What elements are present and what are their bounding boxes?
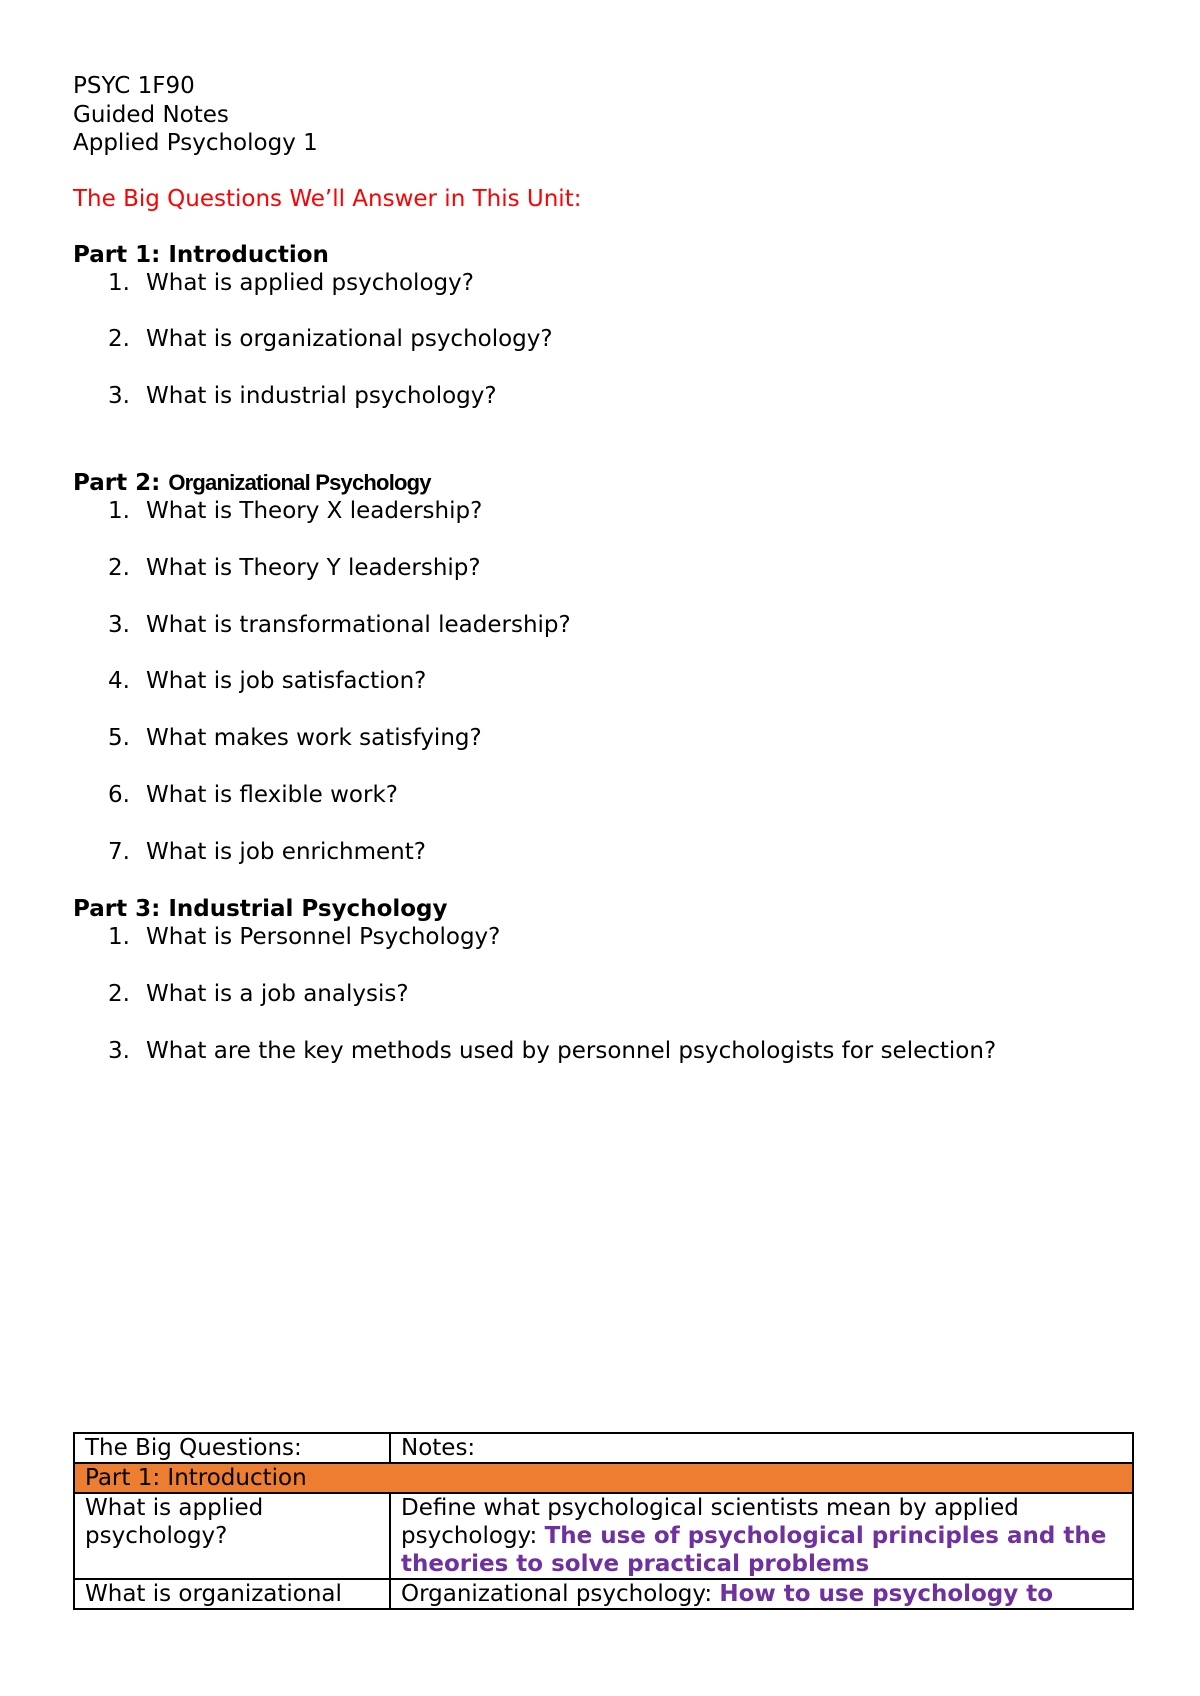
part-3-heading	[73, 895, 448, 923]
question-text: What is job satisfaction?	[146, 668, 427, 694]
row-prompt: Organizational psychology:	[401, 1581, 720, 1607]
row-prompt: Define what psychological scientists mean by applied psychology:	[401, 1495, 1019, 1549]
row-answer: The use of psychological principles and the theories to solve practical problems	[401, 1523, 1107, 1577]
question-text: What is Theory Y leadership?	[146, 555, 481, 581]
document-header	[73, 72, 318, 158]
list-number: 2.	[108, 326, 130, 352]
list-number: 3.	[108, 1038, 130, 1064]
row-question: What is applied psychology?	[74, 1493, 390, 1579]
list-number: 1.	[108, 924, 130, 950]
table-part-row	[74, 1463, 1133, 1493]
part-3-prefix: Part 3:	[73, 896, 169, 922]
notes-table	[73, 1432, 1134, 1610]
part-3-title: Industrial Psychology	[168, 896, 448, 922]
list-number: 5.	[108, 725, 130, 751]
part-1-title: Introduction	[168, 242, 329, 268]
question-text: What is Personnel Psychology?	[146, 924, 501, 950]
list-number: 2.	[108, 555, 130, 581]
list-number: 6.	[108, 782, 130, 808]
course-code: PSYC 1F90	[73, 73, 195, 99]
part-1-heading	[73, 241, 329, 269]
big-questions-heading: The Big Questions We’ll Answer in This Unit:	[73, 186, 582, 212]
row-notes	[390, 1579, 1133, 1609]
column-header-notes: Notes:	[390, 1433, 1133, 1463]
part-2-prefix: Part 2:	[73, 470, 169, 496]
question-text: What is flexible work?	[146, 782, 398, 808]
list-number: 1.	[108, 270, 130, 296]
part-2-title: Organizational Psychology	[168, 470, 431, 495]
list-number: 3.	[108, 383, 130, 409]
part-1-prefix: Part 1:	[73, 242, 169, 268]
list-number: 4.	[108, 668, 130, 694]
question-text: What is a job analysis?	[146, 981, 409, 1007]
question-text: What is industrial psychology?	[146, 383, 497, 409]
part-row-label: Part 1: Introduction	[74, 1463, 1133, 1493]
list-number: 2.	[108, 981, 130, 1007]
question-text: What is Theory X leadership?	[146, 498, 483, 524]
row-question: What is organizational	[74, 1579, 390, 1609]
table-row	[74, 1493, 1133, 1579]
question-text: What makes work satisfying?	[146, 725, 482, 751]
part-2-heading	[73, 469, 431, 497]
column-header-questions: The Big Questions:	[74, 1433, 390, 1463]
list-number: 3.	[108, 612, 130, 638]
question-text: What is applied psychology?	[146, 270, 474, 296]
question-text: What is job enrichment?	[146, 839, 426, 865]
table-header-row	[74, 1433, 1133, 1463]
question-text: What is transformational leadership?	[146, 612, 571, 638]
question-text: What is organizational psychology?	[146, 326, 553, 352]
unit-title: Applied Psychology 1	[73, 130, 318, 156]
document-type: Guided Notes	[73, 101, 229, 128]
table-row	[74, 1579, 1133, 1609]
list-number: 1.	[108, 498, 130, 524]
row-answer: How to use psychology to	[719, 1581, 1054, 1607]
row-notes	[390, 1493, 1133, 1579]
list-number: 7.	[108, 839, 130, 865]
question-text: What are the key methods used by personnel psychologists for selection?	[146, 1038, 997, 1064]
